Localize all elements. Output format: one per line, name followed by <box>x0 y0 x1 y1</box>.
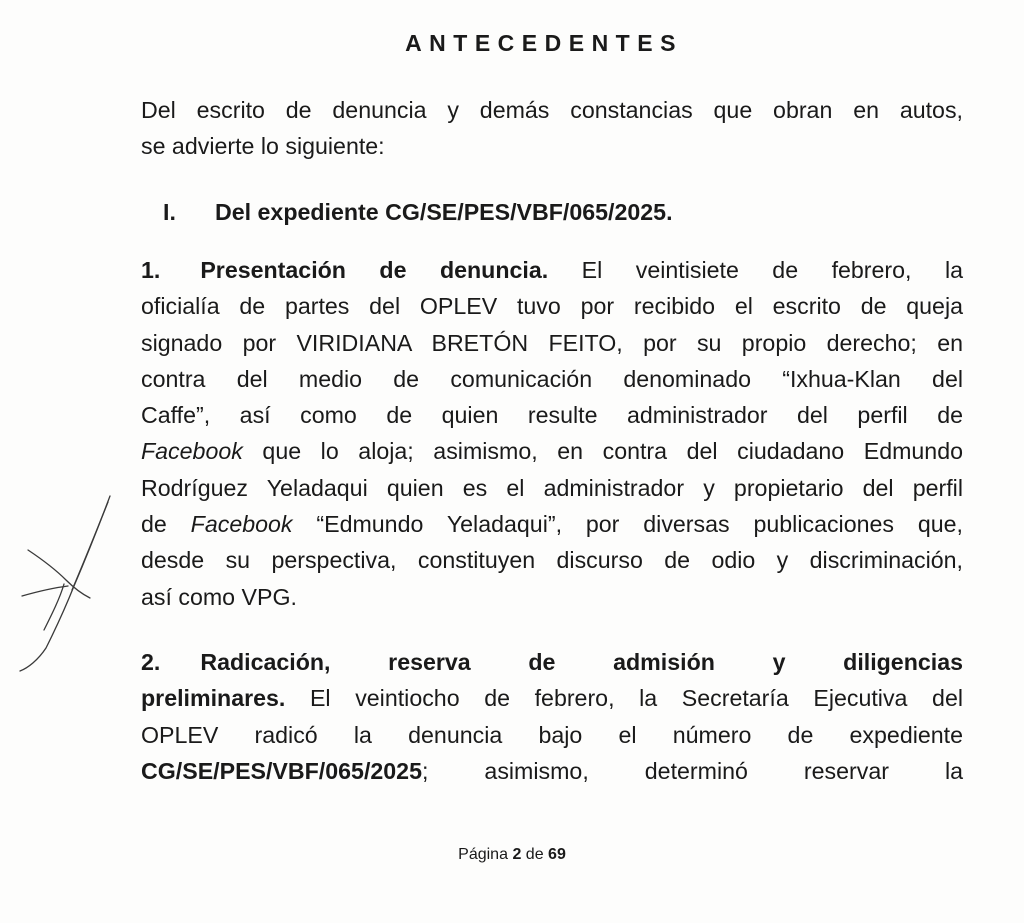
paragraph-item-2 <box>141 644 963 789</box>
page-label-of: de <box>525 846 544 863</box>
section-numeral: I. <box>163 199 176 225</box>
section-heading <box>163 194 673 230</box>
item-text: “Edmundo Yeladaqui”, por diversas publicaciones que, <box>292 511 963 538</box>
paragraph-line <box>141 753 963 789</box>
item-text: de <box>141 511 191 538</box>
current-page-number: 2 <box>512 846 522 863</box>
intro-line: se advierte lo siguiente: <box>141 133 385 160</box>
paragraph-line <box>141 506 963 542</box>
page-title: ANTECEDENTES <box>405 30 683 56</box>
intro-line: Del escrito de denuncia y demás constancias que obran en autos, <box>141 97 963 123</box>
page-footer <box>0 846 1024 864</box>
paragraph-line: signado por VIRIDIANA BRETÓN FEITO, por su propio derecho; en <box>141 329 963 356</box>
item-heading: Presentación de denuncia. <box>200 257 549 283</box>
paragraph-line <box>141 433 963 469</box>
handwritten-signature <box>8 488 128 673</box>
paragraph-line: Rodríguez Yeladaqui quien es el administrador y propietario del perfil <box>141 474 963 501</box>
paragraph-line: así como VPG. <box>141 583 297 610</box>
paragraph-line: oficialía de partes del OPLEV tuvo por recibido el escrito de queja <box>141 293 963 320</box>
paragraph-line: contra del medio de comunicación denominado “Ixhua-Klan del <box>141 365 963 392</box>
item-text: El veintisiete de febrero, la <box>581 257 963 283</box>
paragraph-line: OPLEV radicó la denuncia bajo el número de expediente <box>141 721 963 748</box>
item-heading: preliminares. <box>141 685 286 712</box>
item-heading: Radicación, reserva de admisión y diligencias <box>200 649 963 675</box>
total-pages: 69 <box>548 846 566 863</box>
item-text: que lo aloja; asimismo, en contra del ciudadano Edmundo <box>242 438 963 465</box>
italic-text: Facebook <box>190 511 293 538</box>
page-label: Página <box>458 846 508 863</box>
case-number: CG/SE/PES/VBF/065/2025 <box>141 757 422 784</box>
paragraph-line <box>141 644 963 680</box>
paragraph-line <box>141 252 963 288</box>
item-text: El veintiocho de febrero, la Secretaría Ejecutiva del <box>285 685 963 712</box>
intro-paragraph <box>141 92 963 165</box>
paragraph-line: desde su perspectiva, constituyen discurso de odio y discriminación, <box>141 547 963 574</box>
paragraph-line: Caffe”, así como de quien resulte administrador del perfil de <box>141 402 963 429</box>
italic-text: Facebook <box>141 438 243 465</box>
section-title: Del expediente CG/SE/PES/VBF/065/2025. <box>215 199 673 225</box>
item-number: 2. <box>141 649 161 675</box>
paragraph-line <box>141 680 963 716</box>
item-number: 1. <box>141 257 161 283</box>
paragraph-item-1 <box>141 252 963 615</box>
item-text: ; asimismo, determinó reservar la <box>421 757 963 784</box>
